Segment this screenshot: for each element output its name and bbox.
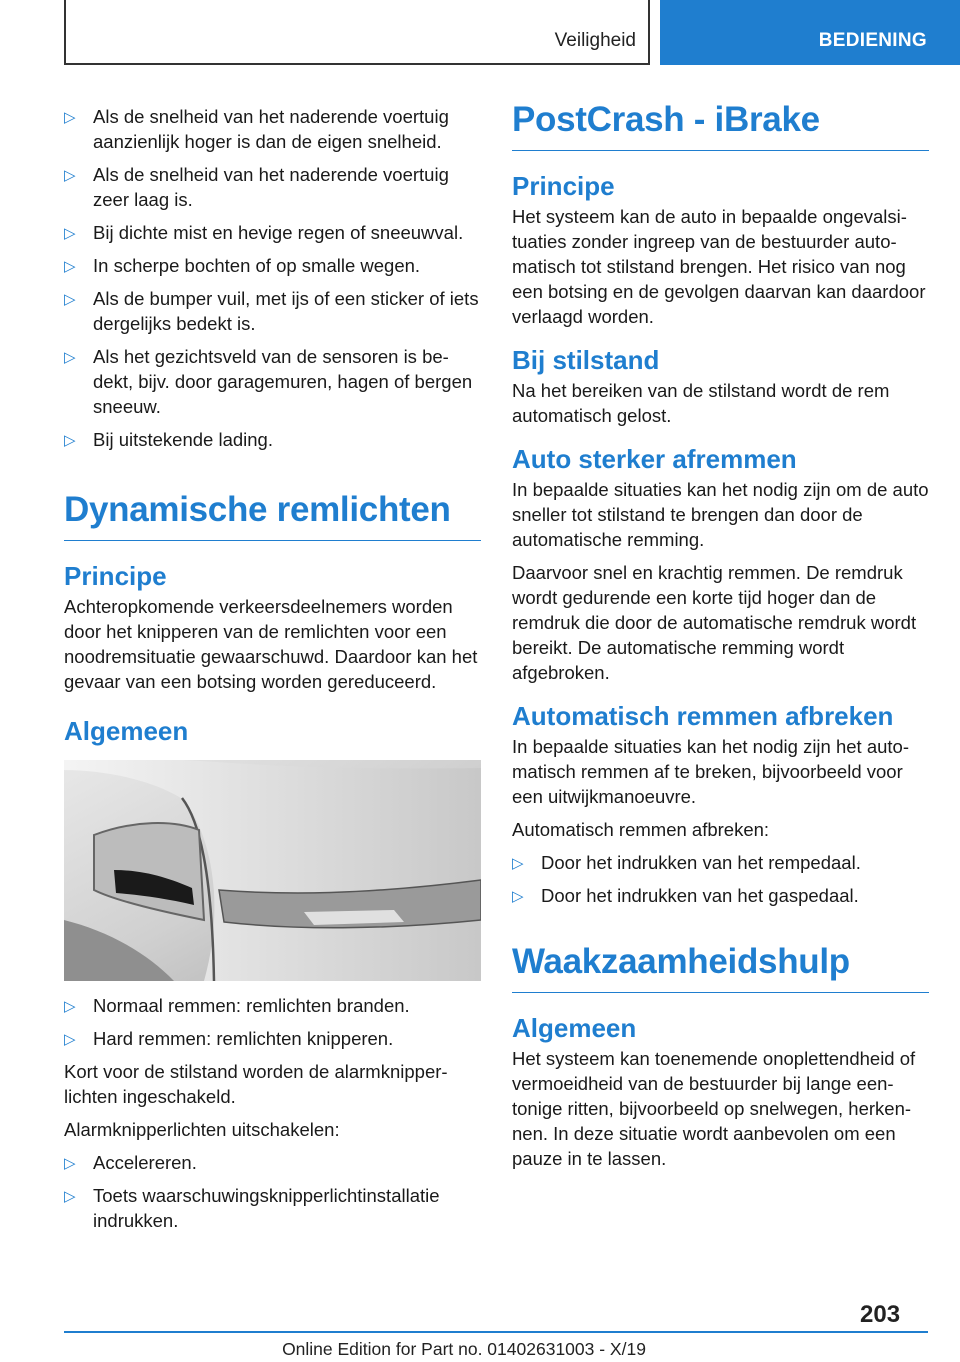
- subheading-algemeen: Algemeen: [64, 716, 189, 746]
- bullet-list-afbreken: [512, 850, 929, 908]
- paragraph-sterker-2: Daarvoor snel en krachtig remmen. De remdruk wordt gedurende een korte tijd hoger dan de remdruk die door de automatische remdruk wordt bereikt. De automatische remming wordt afgebroken.: [512, 562, 917, 683]
- paragraph-sterker-1: In bepaalde situaties kan het nodig zijn om de auto sneller tot stilstand te brengen dan door de automatische remming.: [512, 479, 929, 550]
- list-item: ▷ Door het indrukken van het gaspedaal.: [512, 883, 929, 908]
- left-column: [64, 104, 481, 1241]
- section-title-postcrash: PostCrash - iBrake: [512, 100, 929, 151]
- list-item: ▷ Bij uitstekende lading.: [64, 427, 481, 452]
- triangle-bullet-icon: ▷: [64, 258, 76, 275]
- subheading-afbreken: Automatisch remmen afbreken: [512, 701, 894, 731]
- bullet-list-switch-off: [64, 1150, 481, 1233]
- section-title-dynamische-remlichten: Dynamische remlichten: [64, 490, 481, 541]
- subheading-principe: Principe: [64, 561, 167, 591]
- list-item: ▷ Als de bumper vuil, met ijs of een sticker of iets dergelijks bedekt is.: [64, 288, 479, 334]
- triangle-bullet-icon: ▷: [512, 888, 524, 905]
- triangle-bullet-icon: ▷: [64, 1155, 76, 1172]
- page-number: 203: [860, 1301, 901, 1328]
- triangle-bullet-icon: ▷: [64, 225, 76, 242]
- footer-divider: [64, 1331, 928, 1333]
- footer-edition-text: Online Edition for Part no. 01402631003 - X/19: [282, 1339, 646, 1359]
- triangle-bullet-icon: ▷: [64, 998, 76, 1015]
- list-item: ▷ Door het indrukken van het rempedaal.: [512, 850, 929, 875]
- header-chapter-label: BEDIENING: [818, 30, 927, 51]
- paragraph-afbreken-intro: Automatisch remmen afbreken:: [512, 819, 770, 840]
- list-item: ▷ Als de snelheid van het naderende voertuig zeer laag is.: [64, 164, 449, 210]
- subheading-bij-stilstand: Bij stilstand: [512, 345, 660, 375]
- triangle-bullet-icon: ▷: [64, 1188, 76, 1205]
- triangle-bullet-icon: ▷: [64, 109, 76, 126]
- paragraph-stilstand: Na het bereiken van de stilstand wordt de rem automatisch gelost.: [512, 380, 890, 426]
- header-chapter-tab: [660, 0, 960, 65]
- paragraph-principe: Achteropkomende verkeersdeelnemers worden door het knipperen van de remlichten voor een noodremsituatie gewaarschuwd. Daardoor kan het gevaar van een botsing worden gereduceerd.: [64, 596, 478, 692]
- bullet-list-limitations: [64, 104, 481, 452]
- bullet-list-brake-modes: [64, 993, 481, 1051]
- list-item: ▷ Normaal remmen: remlichten branden.: [64, 993, 481, 1018]
- header-section-label: Veiligheid: [554, 30, 636, 51]
- subheading-sterker-afremmen: Auto sterker afremmen: [512, 444, 797, 474]
- triangle-bullet-icon: ▷: [64, 432, 76, 449]
- list-item: ▷ Als het gezichtsveld van de sensoren is bedekt, bijv. door garagemuren, hagen of bergen sneeuw.: [64, 346, 473, 417]
- triangle-bullet-icon: ▷: [64, 291, 76, 308]
- subheading-principe: Principe: [512, 171, 615, 201]
- list-item: ▷ In scherpe bochten of op smalle wegen.: [64, 253, 481, 278]
- paragraph-afbreken: In bepaalde situaties kan het nodig zijn het automatisch remmen af te breken, bijvoorbeeld voor een uitwijkmanoeuvre.: [512, 736, 910, 807]
- list-item: ▷ Als de snelheid van het naderende voertuig aanzienlijk hoger is dan de eigen snelheid.: [64, 106, 449, 152]
- list-item: ▷ Bij dichte mist en hevige regen of sneeuwval.: [64, 220, 481, 245]
- brake-light-illustration: [64, 760, 481, 981]
- list-item: ▷ Hard remmen: remlichten knipperen.: [64, 1026, 481, 1051]
- list-item: ▷ Accelereren.: [64, 1150, 481, 1175]
- triangle-bullet-icon: ▷: [64, 349, 76, 366]
- subheading-algemeen: Algemeen: [512, 1013, 637, 1043]
- section-title-waakzaamheidshulp: Waakzaamheidshulp: [512, 942, 929, 993]
- paragraph-alarm: Kort voor de stilstand worden de alarmknipperlichten ingeschakeld.: [64, 1061, 448, 1107]
- triangle-bullet-icon: ▷: [64, 167, 76, 184]
- paragraph-principe: Het systeem kan de auto in bepaalde ongevalsituaties zonder ingreep van de bestuurder automatisch tot stilstand brengen. Het risico van nog een botsing en de gevolgen daarvan kan daardoor verlaagd worden.: [512, 206, 926, 327]
- list-item: ▷ Toets waarschuwingsknipperlichtinstallatie indrukken.: [64, 1185, 440, 1231]
- triangle-bullet-icon: ▷: [64, 1031, 76, 1048]
- paragraph-algemeen: Het systeem kan toenemende onoplettendheid of vermoeidheid van de bestuurder bij lange eentonige ritten, bijvoorbeeld op snelwegen, herkennen. In deze situatie wordt aanbevolen om een pauze in te lassen.: [512, 1048, 916, 1169]
- paragraph-uitschakelen: Alarmknipperlichten uitschakelen:: [64, 1119, 340, 1140]
- right-column: [512, 100, 929, 1179]
- triangle-bullet-icon: ▷: [512, 855, 524, 872]
